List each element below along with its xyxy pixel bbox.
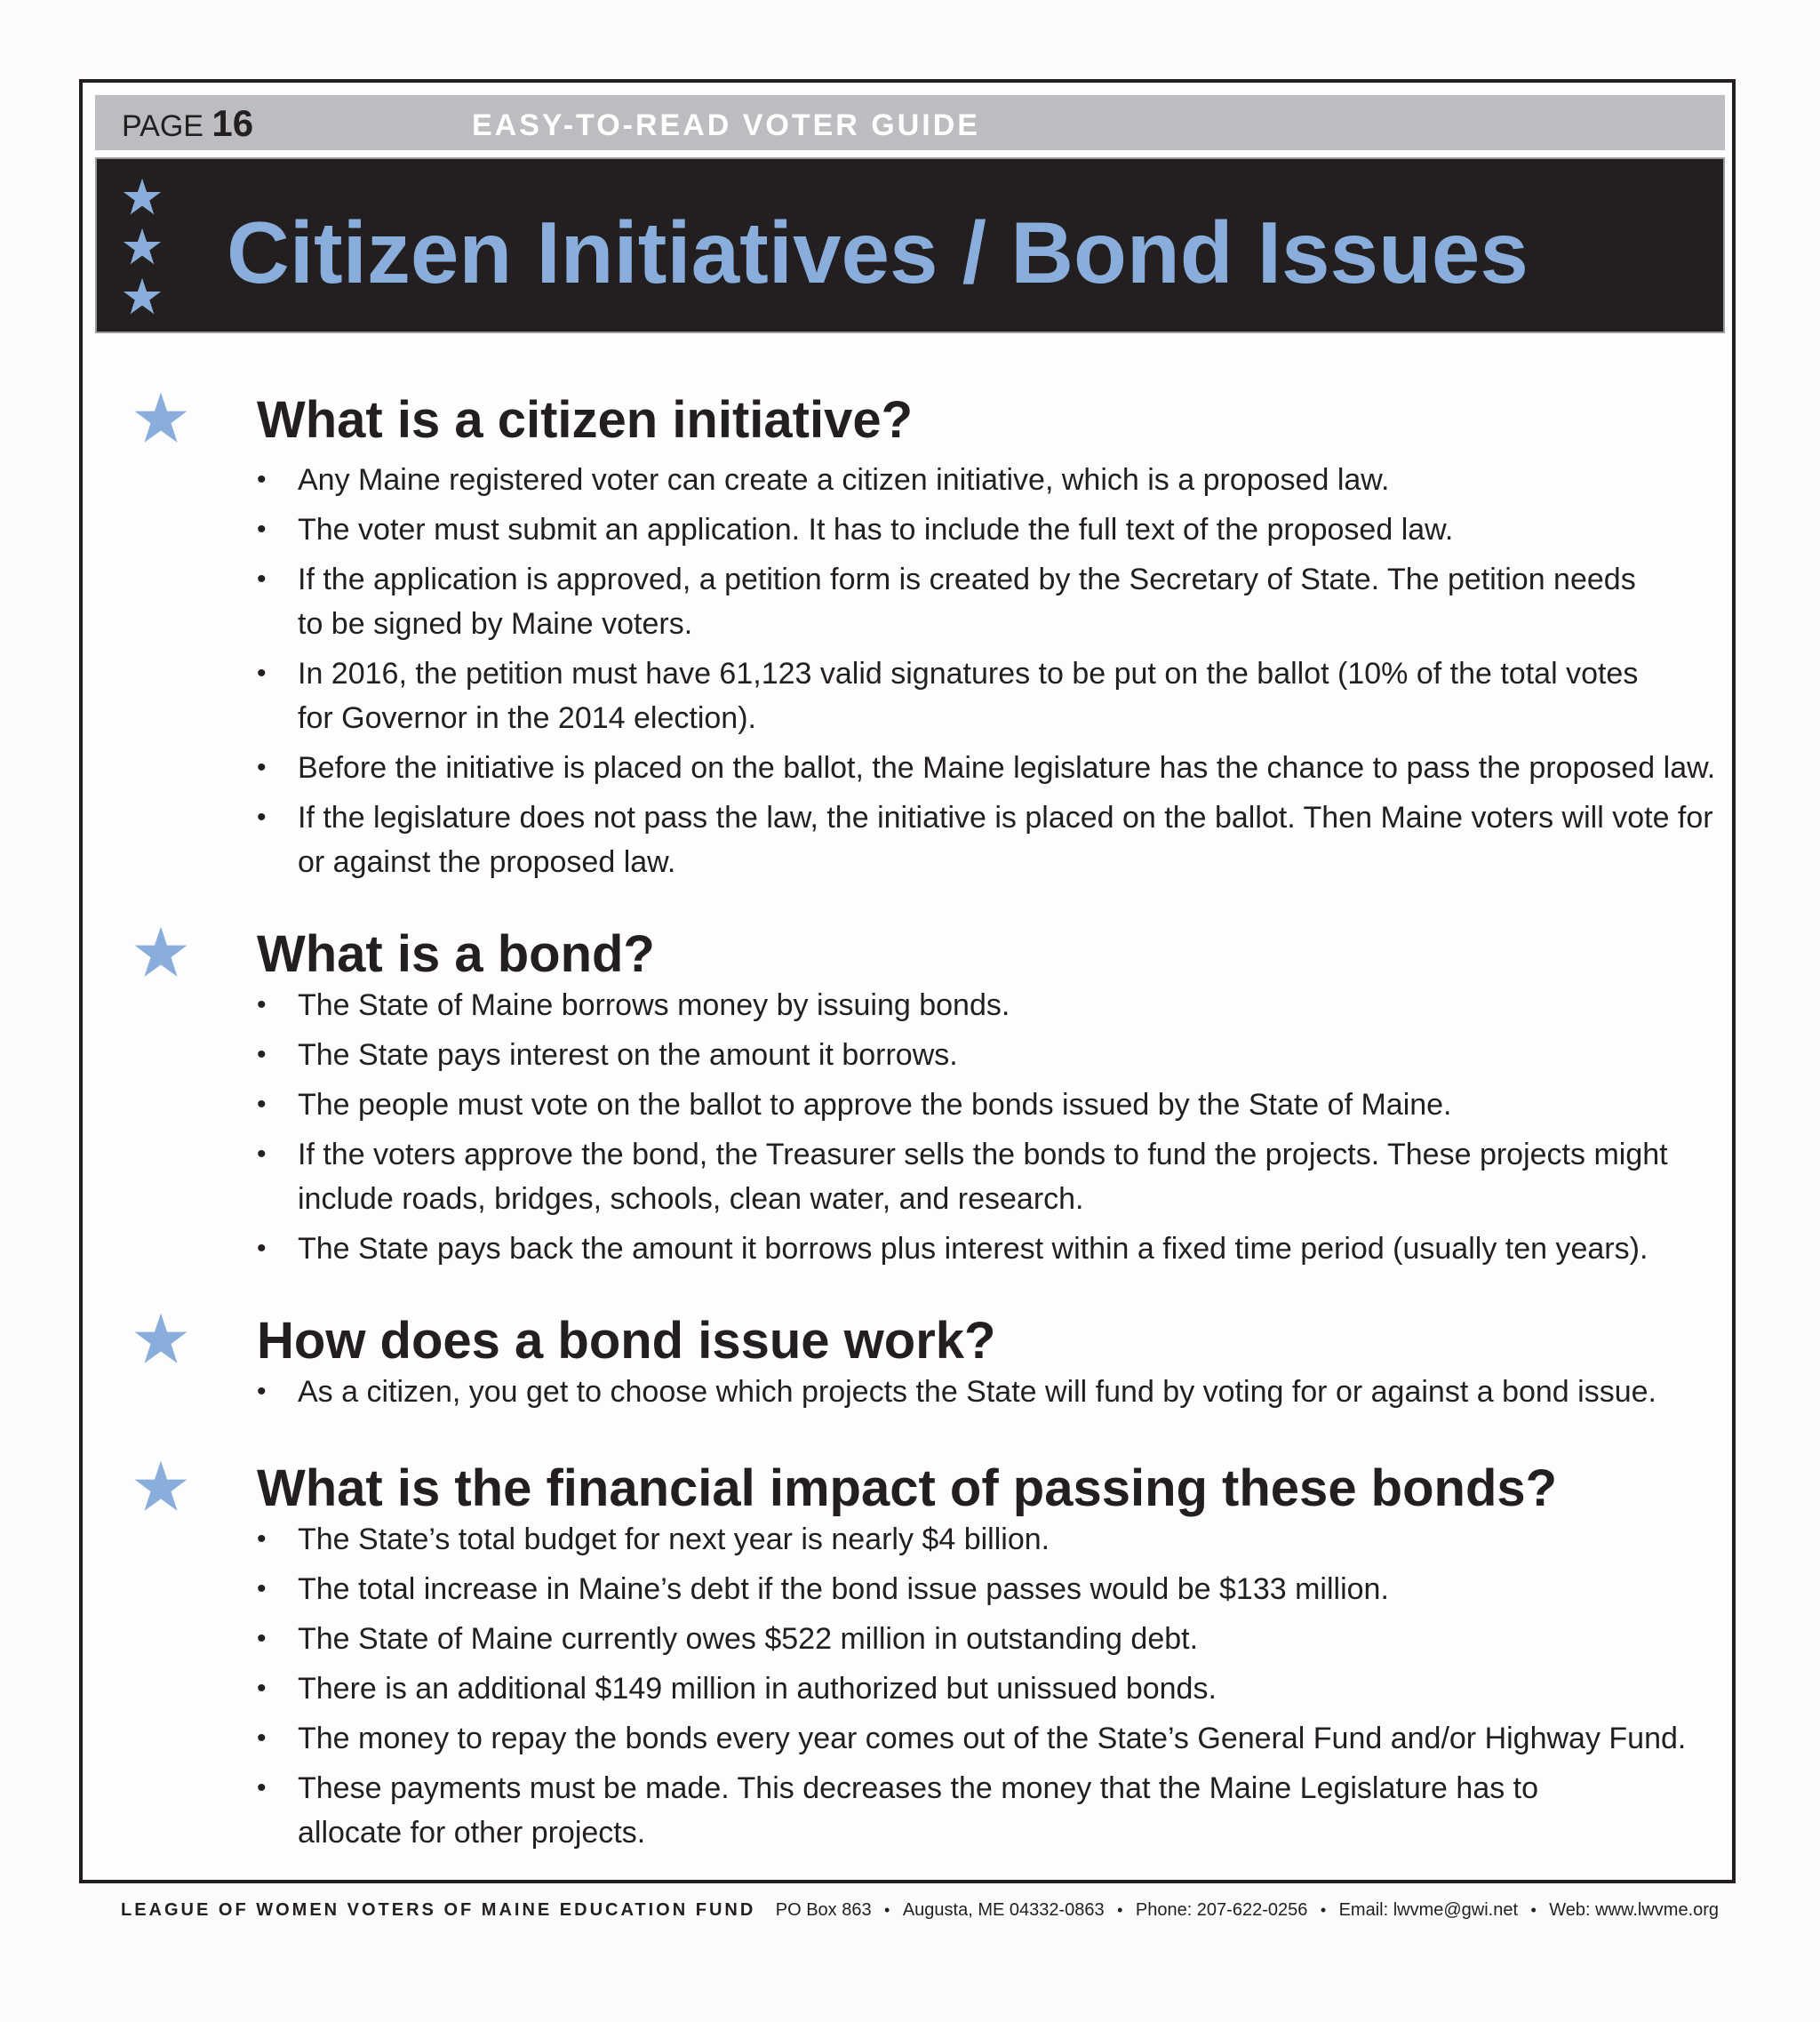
- bullet-dot: •: [257, 990, 267, 1019]
- bullet-dot: •: [257, 515, 267, 544]
- bullet-dot: •: [257, 753, 267, 782]
- bullet-dot: •: [257, 1139, 267, 1169]
- list-item: [257, 1370, 1732, 1414]
- star-icon: [132, 1311, 189, 1368]
- star-icon: [132, 1459, 189, 1515]
- bullet-dot: •: [257, 803, 267, 832]
- star-icon: [132, 390, 189, 447]
- list-item: [257, 1766, 1648, 1855]
- bullet-text: The voter must submit an application. It has to include the full text of the proposed law.: [298, 513, 1454, 547]
- list-item: [257, 1132, 1702, 1221]
- footer-separator: •: [1530, 1901, 1537, 1919]
- bullet-dot: •: [257, 1624, 267, 1653]
- bullet-text: The total increase in Maine’s debt if the bond issue passes would be $133 million.: [298, 1572, 1389, 1606]
- bullet-dot: •: [257, 564, 267, 594]
- bullet-dot: •: [257, 1377, 267, 1406]
- top-bar: [95, 95, 1725, 150]
- list-item: [257, 795, 1737, 884]
- page-label: [122, 104, 253, 146]
- bullet-text: If the application is approved, a petition form is created by the Secretary of State. The petition needs to be signed by Maine voters.: [298, 563, 1636, 641]
- bullet-text: The State of Maine currently owes $522 million in outstanding debt.: [298, 1622, 1199, 1656]
- bullet-dot: •: [257, 1090, 267, 1119]
- bullet-text: The State’s total budget for next year is nearly $4 billion.: [298, 1522, 1050, 1556]
- star-icon: [122, 177, 163, 218]
- section-heading: What is a citizen initiative?: [257, 391, 914, 449]
- page-word: PAGE: [122, 109, 204, 143]
- list-item: [257, 651, 1648, 740]
- page-frame: [79, 79, 1736, 1883]
- bullet-text: The State of Maine borrows money by issuing bonds.: [298, 988, 1010, 1022]
- list-item: [257, 1033, 1732, 1077]
- list-item: [257, 507, 1732, 552]
- bullet-text: Before the initiative is placed on the ballot, the Maine legislature has the chance to pass the proposed law.: [298, 751, 1716, 785]
- page-number: 16: [212, 102, 254, 144]
- star-icon: [122, 276, 163, 317]
- footer: [121, 1900, 1719, 1921]
- bullet-text: These payments must be made. This decreases the money that the Maine Legislature has to allocate for other projects.: [298, 1771, 1539, 1850]
- bullet-dot: •: [257, 465, 267, 494]
- bullet-text: If the voters approve the bond, the Treasurer sells the bonds to fund the projects. These projects might include roads, bridges, schools, clean water, and research.: [298, 1138, 1668, 1216]
- bullet-text: As a citizen, you get to choose which projects the State will fund by voting for or against a bond issue.: [298, 1375, 1656, 1409]
- bullet-list: [257, 983, 1732, 1276]
- footer-separator: •: [1117, 1901, 1123, 1919]
- bullet-text: If the legislature does not pass the law, the initiative is placed on the ballot. Then Maine voters will vote for or against the proposed law.: [298, 801, 1713, 879]
- footer-address: PO Box 863: [775, 1900, 872, 1920]
- bullet-dot: •: [257, 1773, 267, 1802]
- bullet-dot: •: [257, 659, 267, 688]
- list-item: [257, 1227, 1732, 1271]
- list-item: [257, 983, 1732, 1027]
- section-heading: How does a bond issue work?: [257, 1312, 996, 1370]
- list-item: [257, 1083, 1732, 1127]
- page-title: Citizen Initiatives / Bond Issues: [227, 204, 1529, 301]
- bullet-text: The money to repay the bonds every year comes out of the State’s General Fund and/or Highway Fund.: [298, 1722, 1687, 1755]
- section-heading: What is the financial impact of passing these bonds?: [257, 1459, 1558, 1517]
- bullet-text: In 2016, the petition must have 61,123 valid signatures to be put on the ballot (10% of the total votes for Governor in the 2014 election).: [298, 657, 1639, 735]
- bullet-text: The people must vote on the ballot to approve the bonds issued by the State of Maine.: [298, 1088, 1452, 1122]
- list-item: [257, 1517, 1732, 1562]
- bullet-dot: •: [257, 1234, 267, 1263]
- list-item: [257, 557, 1648, 646]
- list-item: [257, 1666, 1732, 1711]
- list-item: [257, 1567, 1732, 1611]
- title-banner: [95, 157, 1725, 333]
- list-item: [257, 1716, 1732, 1761]
- star-icon: [132, 924, 189, 981]
- footer-separator: •: [884, 1901, 890, 1919]
- bullet-text: The State pays back the amount it borrows plus interest within a fixed time period (usually ten years).: [298, 1232, 1648, 1266]
- footer-phone: Phone: 207-622-0256: [1135, 1900, 1308, 1920]
- banner-stars: [122, 177, 166, 326]
- bullet-dot: •: [257, 1574, 267, 1603]
- bullet-text: The State pays interest on the amount it borrows.: [298, 1038, 958, 1072]
- bullet-dot: •: [257, 1674, 267, 1703]
- footer-email-link[interactable]: Email: lwvme@gwi.net: [1338, 1900, 1519, 1920]
- list-item: [257, 1617, 1732, 1661]
- bullet-list: [257, 1370, 1732, 1419]
- bullet-list: [257, 458, 1732, 890]
- bullet-dot: •: [257, 1723, 267, 1753]
- bullet-text: Any Maine registered voter can create a citizen initiative, which is a proposed law.: [298, 463, 1390, 497]
- guide-title: EASY-TO-READ VOTER GUIDE: [472, 108, 980, 142]
- star-icon: [122, 227, 163, 268]
- bullet-dot: •: [257, 1524, 267, 1554]
- footer-city: Augusta, ME 04332-0863: [902, 1900, 1105, 1920]
- list-item: [257, 746, 1732, 790]
- bullet-dot: •: [257, 1040, 267, 1069]
- bullet-list: [257, 1517, 1732, 1860]
- list-item: [257, 458, 1732, 502]
- footer-web-link[interactable]: Web: www.lwvme.org: [1549, 1900, 1720, 1920]
- footer-separator: •: [1320, 1901, 1327, 1919]
- bullet-text: There is an additional $149 million in authorized but unissued bonds.: [298, 1672, 1217, 1706]
- footer-org: LEAGUE OF WOMEN VOTERS OF MAINE EDUCATION FUND: [121, 1900, 756, 1920]
- section-heading: What is a bond?: [257, 925, 655, 983]
